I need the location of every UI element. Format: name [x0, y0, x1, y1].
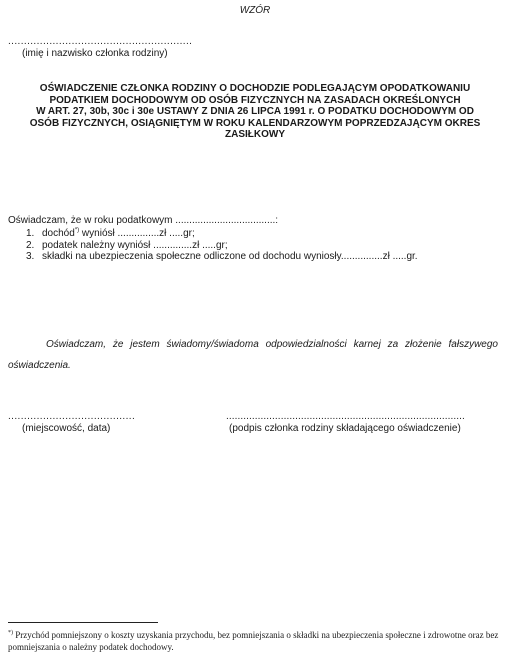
- list-item-text-before: dochód: [42, 228, 75, 239]
- footnote-reference: *): [74, 227, 80, 234]
- place-date-caption: (miejscowość, data): [22, 423, 111, 434]
- title-line-5: ZASIŁKOWY: [225, 129, 285, 140]
- title-line-2: PODATKIEM DOCHODOWYM OD OSÓB FIZYCZNYCH NA ZASADACH OKREŚLONYCH: [49, 94, 461, 106]
- signature-caption: (podpis członka rodziny składającego oświadczenie): [229, 423, 461, 434]
- list-item: [26, 240, 418, 252]
- awareness-line-1: Oświadczam, że jestem świadomy/świadoma odpowiedzialności karnej za złożenie fałszywego: [46, 339, 498, 350]
- signature-dots: ...................................................................................: [226, 411, 465, 422]
- list-item-number: 1.: [26, 228, 35, 239]
- footnote-marker: *): [8, 630, 13, 636]
- document-title: [8, 83, 502, 141]
- statement-intro: Oświadczam, że w roku podatkowym ....................................:: [8, 215, 279, 226]
- title-line-3: W ART. 27, 30b, 30c i 30e USTAWY Z DNIA 26 LIPCA 1991 r. O PODATKU DOCHODOWYM OD: [36, 106, 474, 117]
- list-item-number: 2.: [26, 239, 35, 251]
- list-item: [26, 228, 418, 240]
- list-item-text: składki na ubezpieczenia społeczne odliczone od dochodu wyniosły...............zł .....gr.: [42, 251, 418, 262]
- template-label: WZÓR: [239, 5, 271, 16]
- name-dots-line: ..........................................................: [8, 36, 193, 47]
- awareness-declaration: [8, 334, 498, 376]
- title-line-1: OŚWIADCZENIE CZŁONKA RODZINY O DOCHODZIE PODLEGAJĄCYM OPODATKOWANIU: [39, 83, 471, 94]
- list-item: [26, 251, 418, 263]
- place-date-dots: ........................................: [8, 411, 136, 422]
- footnote-text: Przychód pomniejszony o koszty uzyskania przychodu, bez pomniejszania o składki na ubezpieczenia społeczne i zdrowotne oraz bez pomniejszania o należny podatek dochodowy.: [8, 630, 499, 652]
- list-item-number: 3.: [26, 251, 35, 262]
- title-line-4: OSÓB FIZYCZNYCH, OSIĄGNIĘTYM W ROKU KALENDARZOWYM POPRZEDZAJĄCYM OKRES: [29, 117, 481, 129]
- footnote: [8, 627, 502, 653]
- awareness-line-2: oświadczenia.: [8, 360, 71, 371]
- list-item-text: podatek należny wyniósł ..............zł .....gr;: [42, 239, 228, 251]
- statement-list: [26, 228, 418, 263]
- footnote-divider: [8, 622, 158, 623]
- list-item-text-after: wyniósł ...............zł .....gr;: [79, 228, 195, 239]
- name-caption: (imię i nazwisko członka rodziny): [22, 48, 168, 59]
- list-item-text: [42, 228, 195, 240]
